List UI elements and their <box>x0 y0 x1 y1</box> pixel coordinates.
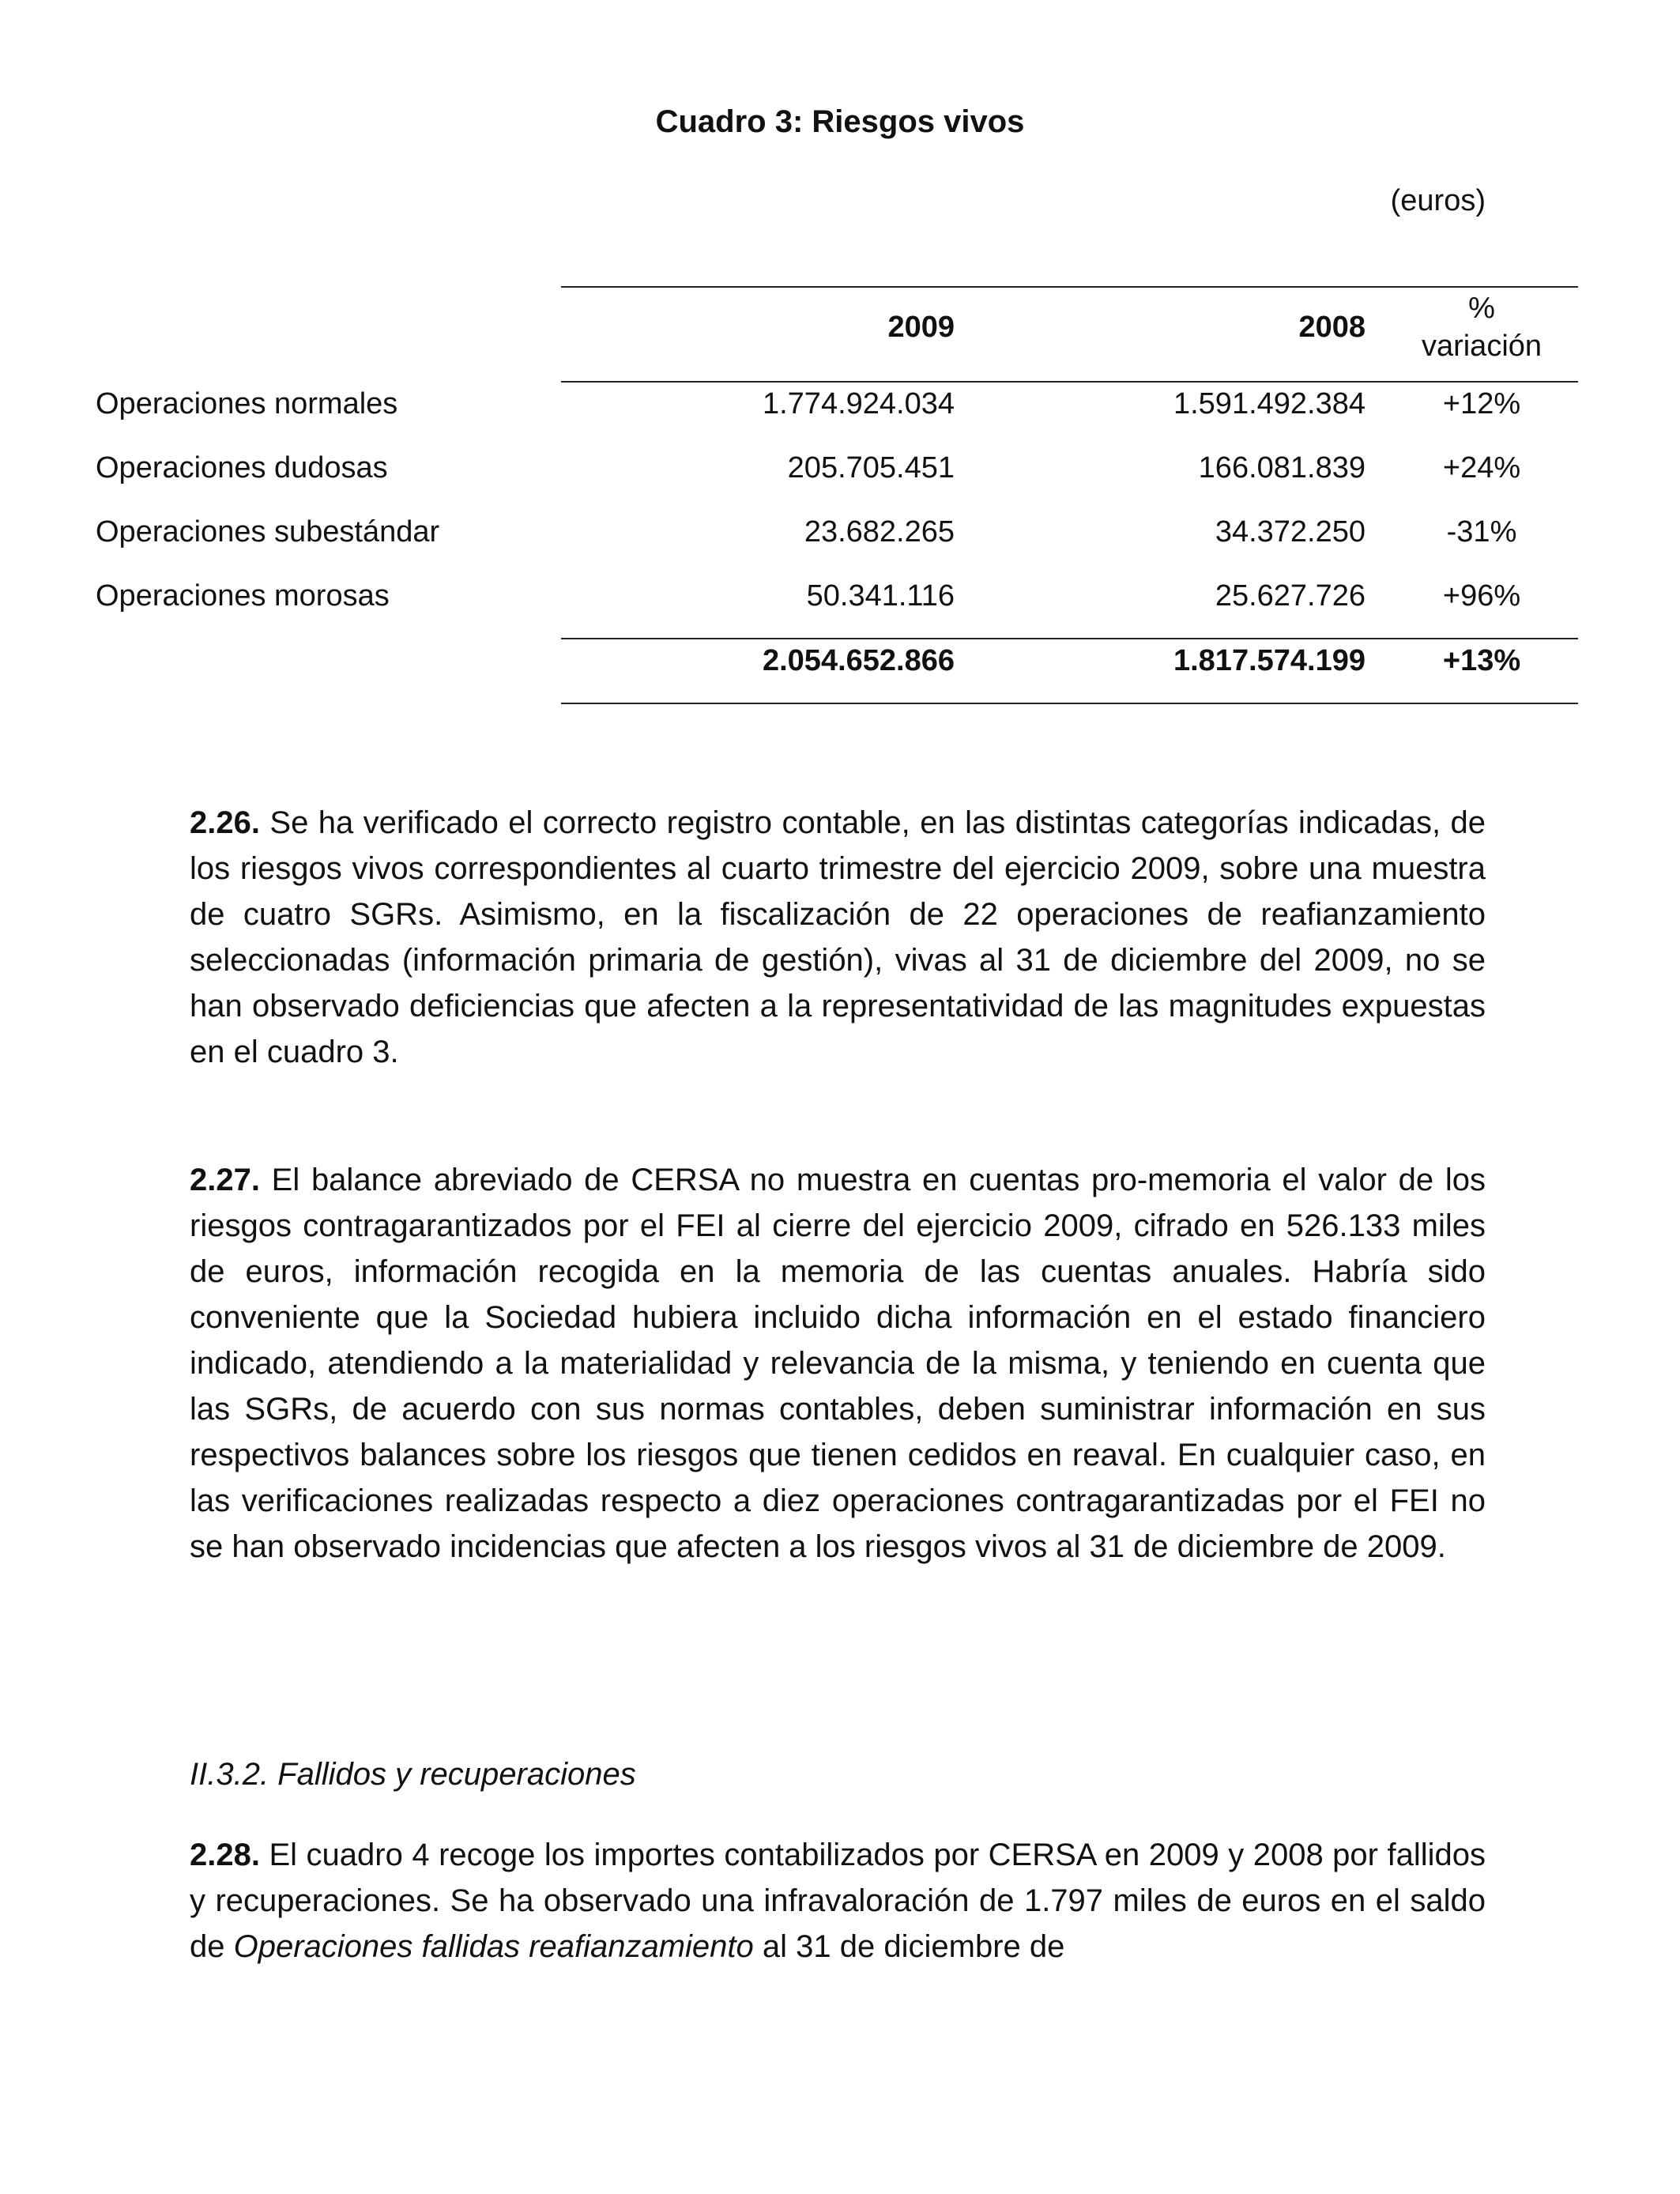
row-value-2008: 25.627.726 <box>1215 579 1365 613</box>
row-pct: +12% <box>1442 387 1521 420</box>
row-value-2009: 23.682.265 <box>804 515 955 548</box>
table-bottom-rule <box>561 703 1578 704</box>
row-label: Operaciones normales <box>96 387 398 420</box>
row-value-2009: 1.774.924.034 <box>762 387 955 420</box>
header-pct-label: variación <box>1421 330 1543 363</box>
paragraph-text-end: al 31 de diciembre de <box>762 1929 1065 1964</box>
row-value-2009: 50.341.116 <box>806 579 955 613</box>
row-label: Operaciones morosas <box>96 579 390 613</box>
header-2008: 2008 <box>1298 311 1365 344</box>
row-label: Operaciones subestándar <box>96 515 440 548</box>
row-value-2008: 1.591.492.384 <box>1173 387 1365 420</box>
row-value-2008: 166.081.839 <box>1198 451 1365 484</box>
row-value-2008: 34.372.250 <box>1215 515 1365 548</box>
row-pct: -31% <box>1446 515 1517 548</box>
table-total-rule <box>561 638 1578 639</box>
paragraph-2-28 <box>190 1832 1486 1970</box>
table-title: Cuadro 3: Riesgos vivos <box>655 104 1025 139</box>
total-pct: +13% <box>1442 644 1521 677</box>
table-header-rule <box>561 381 1578 383</box>
row-label: Operaciones dudosas <box>96 451 388 484</box>
section-heading: II.3.2. Fallidos y recuperaciones <box>190 1757 636 1792</box>
paragraph-text: Se ha verificado el correcto registro contable, en las distintas categorías indicadas, de los riesgos vivos correspondientes al cuarto trimestre del ejercicio 2009, sobre una muestra de cuatro SGRs. Asimismo, en la fiscalización de 22 operaciones de reafianzamiento seleccionadas (información primaria de gestión), vivas al 31 de diciembre del 2009, no se han observado deficiencias que afecten a la representatividad de las magnitudes expuestas en el cuadro 3. <box>190 805 1486 1069</box>
paragraph-text: El balance abreviado de CERSA no muestra en cuentas pro-memoria el valor de los riesgos contragarantizados por el FEI al cierre del ejercicio 2009, cifrado en 526.133 miles de euros, información recogida en la memoria de las cuentas anuales. Habría sido conveniente que la Sociedad hubiera incluido dicha información en el estado financiero indicado, atendiendo a la materialidad y relevancia de la misma, y teniendo en cuenta que las SGRs, de acuerdo con sus normas contables, deben suministrar información en sus respectivos balances sobre los riesgos que tienen cedidos en reaval. En cualquier caso, en las verificaciones realizadas respecto a diez operaciones contragarantizadas por el FEI no se han observado incidencias que afecten a los riesgos vivos al 31 de diciembre de 2009. <box>190 1163 1486 1564</box>
paragraph-2-26 <box>190 800 1486 1075</box>
header-pct <box>1387 289 1576 365</box>
header-2009: 2009 <box>887 311 955 344</box>
paragraph-italic-term: Operaciones fallidas reafianzamiento <box>233 1929 754 1964</box>
header-pct-symbol: % <box>1468 292 1495 325</box>
paragraph-2-27 <box>190 1157 1486 1570</box>
row-pct: +24% <box>1442 451 1521 484</box>
total-value-2008: 1.817.574.199 <box>1173 644 1365 677</box>
total-value-2009: 2.054.652.866 <box>762 644 955 677</box>
paragraph-number: 2.28. <box>190 1838 260 1872</box>
row-pct: +96% <box>1442 579 1521 613</box>
table-top-rule <box>561 286 1578 288</box>
paragraph-number: 2.26. <box>190 805 260 840</box>
paragraph-text: El cuadro 4 recoge los importes contabilizados por CERSA en 2009 y 2008 por fallidos y recuperaciones. Se ha observado una infravaloración de 1.797 miles de euros en el saldo de <box>190 1838 1486 1964</box>
row-value-2009: 205.705.451 <box>787 451 955 484</box>
table-unit: (euros) <box>1390 184 1486 217</box>
paragraph-number: 2.27. <box>190 1163 260 1197</box>
